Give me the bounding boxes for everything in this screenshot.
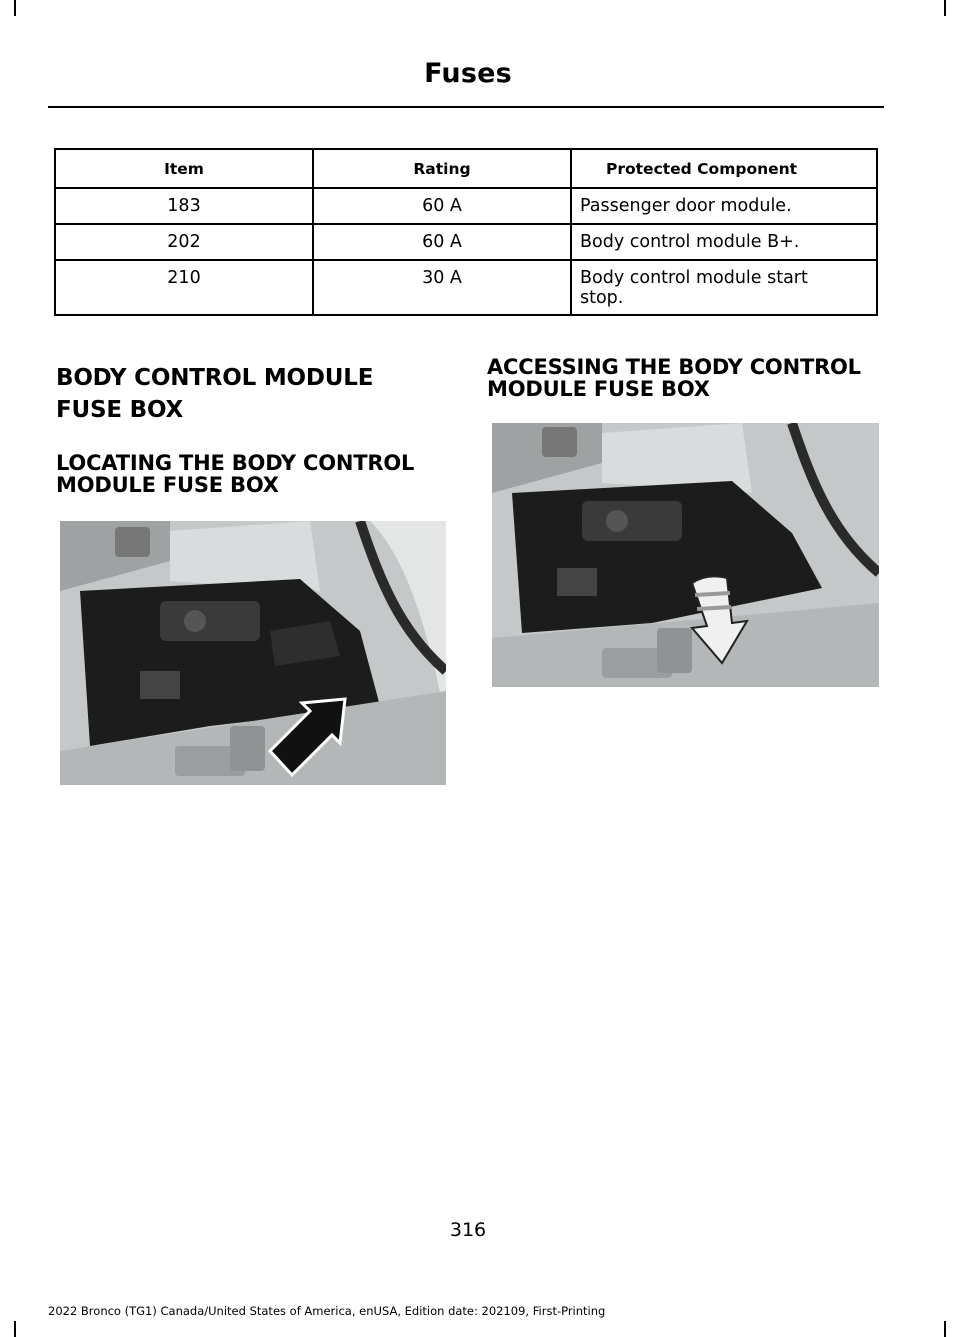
cell-item: 202 — [55, 224, 313, 260]
heading-line: LOCATING THE BODY CONTROL — [56, 451, 415, 475]
column-header-rating: Rating — [313, 149, 571, 188]
cell-item: 183 — [55, 188, 313, 224]
cell-component: Passenger door module. — [571, 188, 877, 224]
heading-line: MODULE FUSE BOX — [56, 473, 279, 497]
fuse-table — [54, 148, 878, 316]
cell-rating: 60 A — [313, 224, 571, 260]
page-title: Fuses — [424, 58, 512, 89]
cell-component-line: Body control module start — [580, 268, 808, 288]
cell-component — [571, 260, 877, 315]
subheading-accessing — [487, 356, 861, 400]
subheading-locating — [56, 452, 414, 496]
header-divider — [48, 106, 884, 108]
crop-mark-top-right — [944, 0, 946, 16]
crop-mark-bottom-right — [944, 1321, 946, 1337]
crop-mark-top-left — [14, 0, 16, 16]
dashboard-panel-removal-illustration — [492, 423, 879, 687]
section-heading-body-control-module — [56, 367, 373, 421]
heading-line: ACCESSING THE BODY CONTROL — [487, 355, 861, 379]
cell-rating: 60 A — [313, 188, 571, 224]
cell-rating: 30 A — [313, 260, 571, 315]
table-row — [55, 188, 877, 224]
heading-line: MODULE FUSE BOX — [487, 377, 710, 401]
table-header-row — [55, 149, 877, 188]
cell-component: Body control module B+. — [571, 224, 877, 260]
dashboard-lower-panel-with-arrow-illustration — [60, 521, 446, 785]
cell-item: 210 — [55, 260, 313, 315]
column-header-item: Item — [55, 149, 313, 188]
cell-component-line: stop. — [580, 288, 624, 308]
heading-line: BODY CONTROL MODULE — [56, 365, 374, 391]
table-row — [55, 224, 877, 260]
column-header-protected-component: Protected Component — [571, 149, 877, 188]
heading-line: FUSE BOX — [56, 397, 184, 423]
edition-footer: 2022 Bronco (TG1) Canada/United States of America, enUSA, Edition date: 202109, First-Printing — [48, 1304, 606, 1318]
page-number: 316 — [449, 1219, 487, 1241]
table-row — [55, 260, 877, 315]
crop-mark-bottom-left — [14, 1321, 16, 1337]
